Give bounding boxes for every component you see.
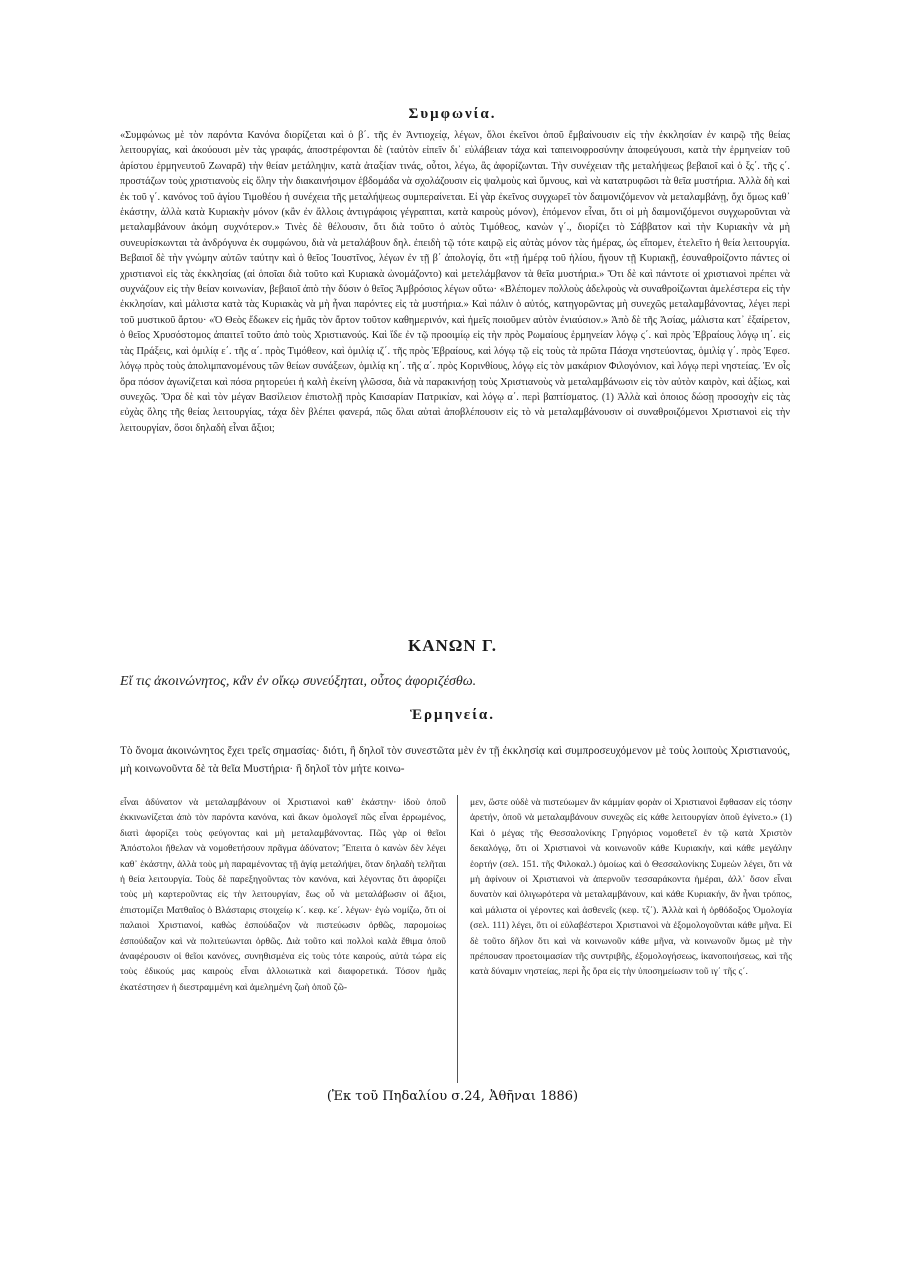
canon-heading: ΚΑΝΩΝ Γ. (408, 636, 497, 655)
column-divider (457, 795, 458, 1083)
right-footnote-column: μεν, ὥστε οὐδὲ νὰ πιστεύωμεν ἂν κάμμίαν φορὰν οἱ Χριστιανοὶ ἔφθασαν εἰς τόσην ἀρετήν, ὁποῦ νὰ μεταλαμβάνουν συνεχῶς εἰς κάθε λειτουργίαν ὁποῦ ἐγίνετο.» (1) Καὶ ὁ μέγας τῆς Θεσσαλονίκης Γρηγόριος νομοθετεῖ ἐν τῷ κατὰ Χριστὸν δεκαλόγῳ, ὅτι οἱ Χριστιανοὶ νὰ κοινωνοῦν κάθε Κυριακήν, καὶ κάθε μεγάλην ἑορτήν (σελ. 151. τῆς Φιλοκαλ.) ὁμοίως καὶ ὁ Θεσσαλονίκης Συμεὼν λέγει, ὅτι νὰ μὴ ἀφίνουν οἱ Χριστιανοὶ νὰ ἀπερνοῦν τεσσαράκοντα ἡμέραι, ἀλλ᾽ ὅσον εἶναι δυνατὸν καὶ ὀλιγωρότερα νὰ μεταλαμβάνουν, καὶ κάθε Κυριακήν, ἂν ἦναι τρόπος, καὶ μάλιστα οἱ γέροντες καὶ ἀσθενεῖς (κεφ. τζ΄). Ἀλλὰ καὶ ἡ ὀρθόδοξος Ὁμολογία (σελ. 111) λέγει, ὅτι οἱ εὐλαβέστεροι Χριστιανοὶ νὰ ἐξομολογοῦνται κάθε μῆνα. Εἰ δὲ τοῦτο δῆλον ὅτι καὶ νὰ κοινωνοῦν κάθε μῆνα, νὰ κοινωνοῦν ὅμως μὲ τὴν πρέπουσαν προετοιμασίαν τῆς συντριβῆς, ἐξομολογήσεως, ἱκανοποιήσεως, καὶ τῆς κατὰ δύναμιν νηστείας, περὶ ἧς ὅρα εἰς τὴν ὑποσημείωσιν τοῦ ιγ΄ τῆς ς΄. (470, 797, 792, 978)
ermineia-intro-paragraph: Τὸ ὄνομα ἀκοινώνητος ἔχει τρεῖς σημασίας· διότι, ἢ δηλοῖ τὸν συνεστῶτα μὲν ἐν τῇ ἐκκλησίᾳ καὶ συμπροσευχόμενον μὲ τοὺς λοιποὺς Χριστιανούς, μὴ κοινωνοῦντα δὲ τὰ θεῖα Μυστήρια· ἢ δηλοῖ τὸν μήτε κοινω- (120, 745, 790, 775)
canon-text: Εἴ τις ἀκοινώνητος, κἂν ἐν οἴκῳ συνεύξηται, οὗτος ἀφοριζέσθω. (120, 674, 477, 689)
symfonia-paragraph: «Συμφώνως μὲ τὸν παρόντα Κανόνα διορίζεται καὶ ὁ β΄. τῆς ἐν Ἀντιοχείᾳ, λέγων, ὅλοι ἐκεῖνοι ὁποῦ ἔμβαίνουσιν εἰς τὴν ἐκκλησίαν ἐν καιρῷ τῆς θείας λειτουργίας, καὶ ἀκούουσι μὲν τὰς γραφάς, ἀποστρέφονται δὲ (ταὐτὸν εἰπεῖν δι᾽ εὐλάβειαν τάχα καὶ ταπεινοφροσύνην ἀποφεύγουσι, κατὰ τὴν ἑρμηνείαν τοῦ ἀρίστου ἑρμηνευτοῦ Ζωναρᾶ) τὴν θείαν μετάληψιν, κατὰ ἀταξίαν τινάς, οὗτοι, λέγω, ἂς ἀφορίζωνται. Τὴν συνέχειαν τῆς μεταλήψεως βεβαιοῖ καὶ ὁ ξς΄. τῆς ς΄. προστάζων τοὺς χριστιανοὺς εἰς ὅλην τὴν διακαινήσιμον ἑβδομάδα νὰ σχολάζουσιν εἰς ψαλμοὺς καὶ ὕμνους, καὶ νὰ κατατρυφῶσι τὰ θεῖα μυστήρια. Ἀλλὰ δὴ καὶ ἐκ τοῦ γ΄. κανόνος τοῦ ἁγίου Τιμοθέου ἡ συνέχεια τῆς μεταλήψεως συμπεραίνεται. Εἰ γὰρ ἐκεῖνος συγχωρεῖ τὸν δαιμονιζόμενον νὰ μεταλαμβάνῃ, ὄχι ὅμως καθ᾽ ἑκάστην, ἀλλὰ κατὰ Κυριακὴν μόνον (κἂν ἐν ἄλλοις ἀντιγράφοις γέγραπται, κατὰ καιροὺς μόνον), ἑπόμενον εἶναι, ὅτι οἱ μὴ δαιμονιζόμενοι συγχωροῦνται νὰ μεταλαμβάνουν ἀκόμη συχνότερον.» Τινὲς δὲ θέλουσιν, ὅτι διὰ τοῦτο ὁ αὐτὸς Τιμόθεος, κανὼν γ΄., διορίζει τὸ Σάββατον καὶ τὴν Κυριακὴν νὰ μὴ συνευρίσκωνται τὰ ἀνδρόγυνα ἐκ συμφώνου, διὰ νὰ μεταλάβουν δηλ. ἐπειδὴ τῷ τότε καιρῷ εἰς αὐτὰς μόνον τὰς ἡμέρας, ὡς εἴπομεν, ἐτελεῖτο ἡ θεία λειτουργία. Βεβαιοῖ δὲ τὴν γνώμην αὐτῶν ταύτην καὶ ὁ θεῖος Ἰουστῖνος, λέγων ἐν τῇ β΄ ἀπολογίᾳ, ὅτι «τῇ ἡμέρᾳ τοῦ ἡλίου, ἤγουν τῇ Κυριακῇ, ἐσυναθροίζοντο πάντες οἱ χριστιανοὶ εἰς τὰς ἐκκλησίας (αἱ ὁποῖαι διὰ τοῦτο καὶ Κυριακὰ ὠνομάζοντο) καὶ μετελάμβανον τὰ θεῖα μυστήρια.» Ὅτι δὲ καὶ πάντοτε οἱ χριστιανοὶ πρέπει νὰ συχνάζουν εἰς τὴν θείαν κοινωνίαν, βεβαιοῖ ἀπὸ τὴν δύσιν ὁ θεῖος Ἀμβρόσιος λέγων οὕτω· «Βλέπομεν πολλοὺς ἀδελφοὺς νὰ συναθροίζωνται ἀμελέστερα εἰς τὴν ἐκκλησίαν, καὶ μάλιστα κατὰ τὰς Κυριακὰς νὰ μὴ ἦναι παρόντες εἰς τὰ μυστήρια.» Καὶ πάλιν ὁ αὐτός, κατηγορῶντας μὴ συνεχῶς μεταλαμβάνοντας, λέγει περὶ τοῦ μυστικοῦ ἄρτου· «Ὁ Θεὸς ἔδωκεν εἰς ἡμᾶς τὸν ἄρτον τοῦτον καθημερινόν, καὶ ἡμεῖς ποιοῦμεν αὐτὸν ἐνιαύσιον.» Ἀπὸ δὲ τῆς Ἀσίας, μάλιστα κατ᾽ ἐξαίρετον, ὁ θεῖος Χρυσόστομος ἀπαιτεῖ τοῦτο ἀπὸ τοὺς Χριστιανούς. Καὶ ἴδε ἐν τῷ προοιμίῳ εἰς τὴν πρὸς Ρωμαίους ἑρμηνείαν λόγῳ ϛ΄. καὶ πρὸς Ἑβραίους λόγῳ ιη΄. εἰς τὰς Πράξεις, καὶ ὁμιλίᾳ ε΄. τῆς α΄. πρὸς Τιμόθεον, καὶ ὁμιλίᾳ ιζ΄. τῆς πρὸς Ἑβραίους, καὶ λόγῳ τῷ εἰς τοὺς τὰ πρῶτα Πάσχα νηστεύοντας, ὁμιλίᾳ γ΄. πρὸς Ἐφεσ. λόγῳ πρὸς τοὺς ἀπολιμπανομένους τῶν θείων συνάξεων, ὁμιλίᾳ κη΄. τῆς α΄. πρὸς Κορινθίους, λόγῳ εἰς τὸν μακάριον Φιλογόνιον, καὶ λόγῳ περὶ νηστείας. Ἐν οἷς ὅρα πόσον ἀγωνίζεται καὶ πόσα ρητορεύει ἡ καλὴ ἐκείνη γλῶσσα, διὰ νὰ παρακινήσῃ τοὺς Χριστιανοὺς νὰ μεταλαμβάνωσιν εἰς τὸν αὐτὸν καιρὸν, καὶ ἀξίως, καὶ συνεχῶς. Ὅρα δὲ καὶ τὸν μέγαν Βασίλειον ἐπιστολῇ πρὸς Καισαρίαν Πατρικίαν, καὶ λόγῳ α΄. περὶ βαπτίσματος. (1) Ἀλλὰ καὶ ὁποιος δώσῃ προσοχὴν εἰς τὰς εὐχὰς ὅλης τῆς θείας λειτουργίας, τάχα δὲν βλέπει φανερά, πῶς ὅλαι αὐταὶ ἀποβλέπουσιν εἰς τὸ νὰ μεταλαμβάνουσιν οἱ συναθροιζόμενοι Χριστιανοὶ εἰς τὴν λειτουργίαν, ὅσοι δηλαδὴ εἶναι ἄξιοι; (120, 130, 790, 434)
left-footnote-column: εἶναι ἀδύνατον νὰ μεταλαμβάνουν οἱ Χριστιανοὶ καθ᾽ ἑκάστην· ἰδοὺ ὁποῦ ἐκκινωνίζεται ἀπὸ τὸν παρόντα κανόνα, καὶ ἄκων ὁμολογεῖ πῶς εἶναι ἐρρωμένος, διατὶ ἀφορίζει τοὺς φεύγοντας καὶ μὴ μεταλαμβάνοντας. Πῶς γὰρ οἱ θεῖοι Ἀπόστολοι ἤθελαν νὰ νομοθετήσουν πρᾶγμα ἀδύνατον; Ἔπειτα ὁ κανὼν δὲν λέγει καθ᾽ ἑκάστην, ἀλλὰ τοὺς μὴ παραμένοντας τῇ ἁγίᾳ μεταλήψει, ὅταν δηλαδὴ τελῆται ἡ θεία λειτουργία. Τοὺς δὲ παρεξηγοῦντας τὸν κανόνα, καὶ λέγοντας ὅτι ἀφορίζει τοὺς μὴ καρτεροῦντας εἰς τὴν λειτουργίαν, ἕως οὗ νὰ μεταλάβωσιν οἱ ἄξιοι, ἐπιστομίζει Ματθαῖος ὁ Βλάσταρις στοιχείῳ κ΄. κεφ. κε΄. λέγων· ἐγὼ νομίζω, ὅτι οἱ παλαιοὶ Χριστιανοί, καθὼς ἐσπούδαζον νὰ πιστεύωσιν ὀρθῶς, παρομοίως ἐσπούδαζον καὶ νὰ πολιτεύωνται ὀρθῶς. Διὰ τοῦτο καὶ πολλοὶ καλὰ ἔθιμα ὁποῦ ἀναφέρουσιν οἱ θεῖοι κανόνες, συνηθισμένα εἰς τοὺς τότε καιρούς, αὐτὰ τώρα εἰς τοὺς ἐδικούς μας καιροὺς εἶναι ἀλλοιωτικὰ καὶ διαφορετικά. Τόσον ἡμᾶς ἐκατέστησεν ἡ διεστραμμένη καὶ ἀμελημένη ζωὴ ὁποῦ ζῶ- (120, 797, 446, 993)
symfonia-heading: Συμφωνία. (408, 106, 497, 122)
ermineia-heading: Ἑρμηνεία. (410, 707, 495, 723)
source-caption: (Ἐκ τοῦ Πηδαλίου σ.24, Ἀθῆναι 1886) (326, 1089, 579, 1104)
